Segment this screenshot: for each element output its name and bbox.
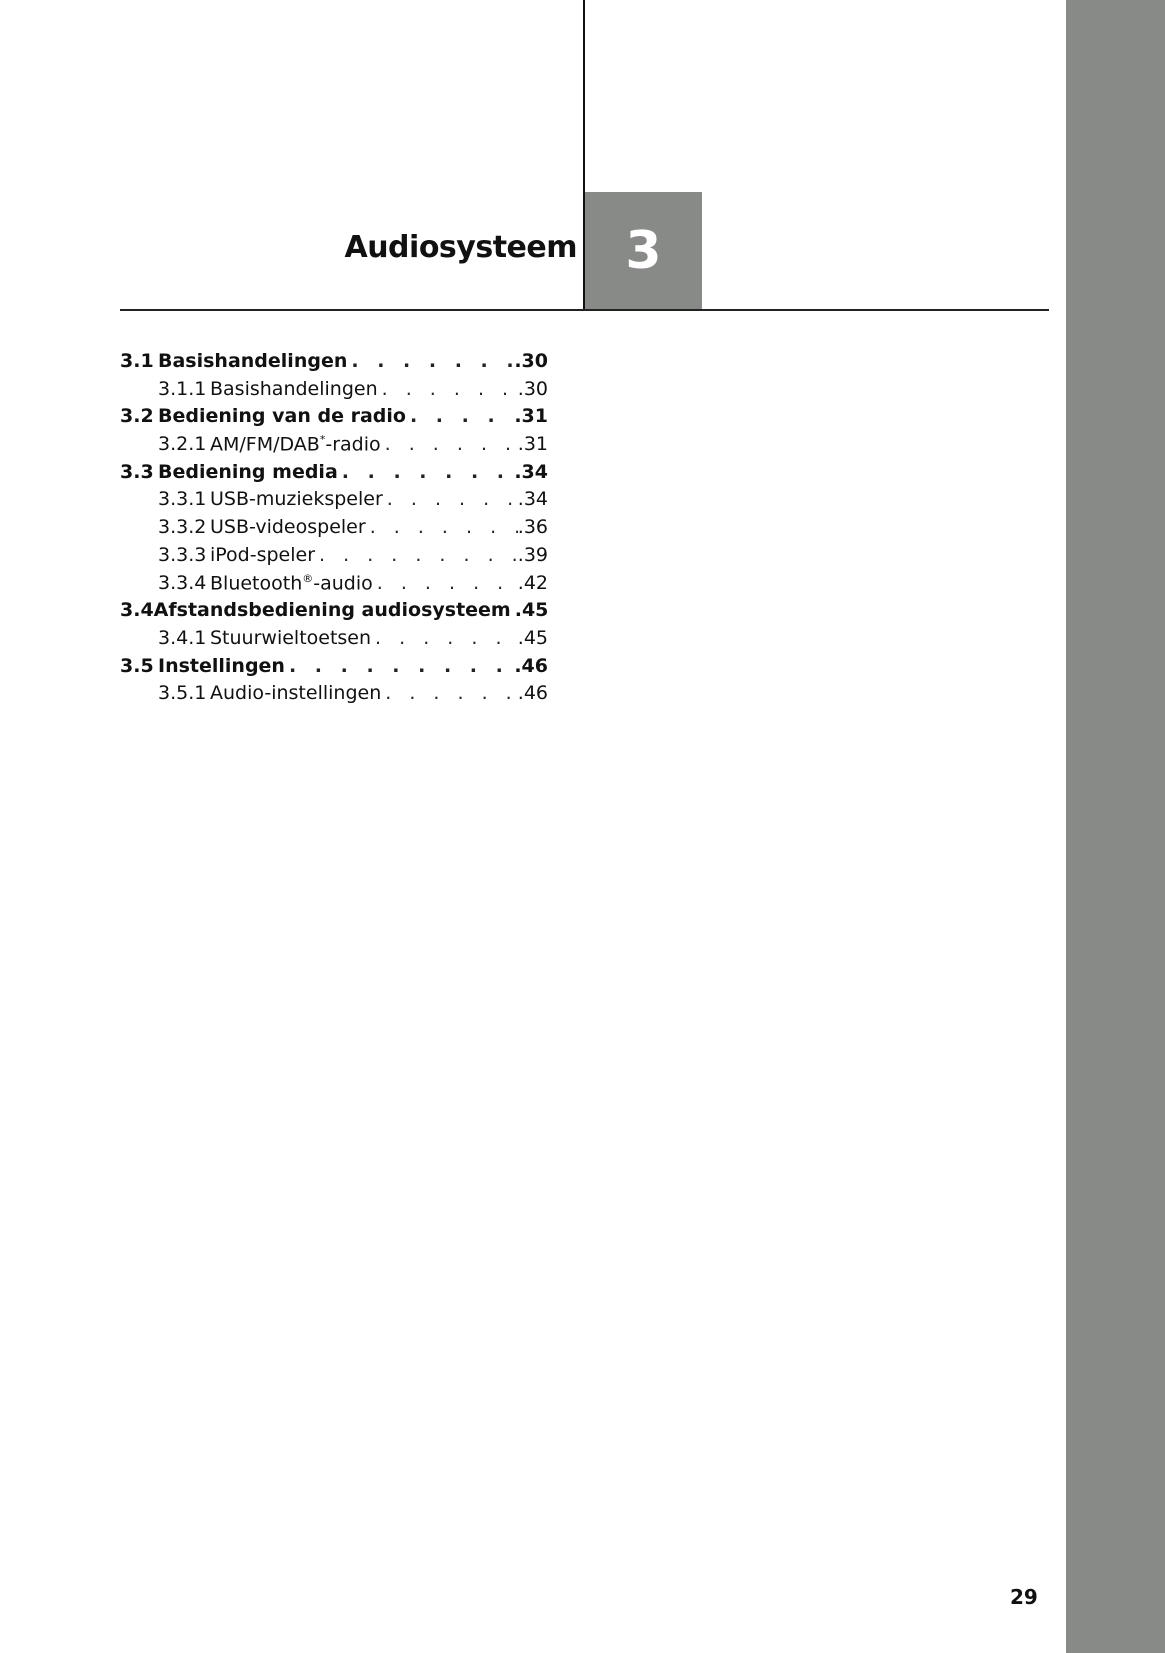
toc-label: Audio-instellingen: [210, 682, 382, 705]
toc-label: Bediening van de radio: [158, 405, 406, 428]
chapter-number: 3: [625, 220, 662, 281]
page-number: 29: [1010, 1585, 1038, 1609]
toc-label: Basishandelingen: [210, 377, 378, 400]
toc-entry[interactable]: [120, 627, 548, 655]
leader-dots: [383, 488, 518, 510]
toc-number: 3.5: [120, 654, 154, 677]
leader-dots: [366, 516, 518, 538]
toc-page: .42: [517, 571, 548, 594]
registered-mark: ®: [302, 571, 314, 585]
leader-dots: [371, 627, 518, 649]
toc-page: .31: [517, 433, 548, 456]
leader-dots: [285, 655, 514, 677]
toc-label: Bluetooth®-audio: [210, 571, 373, 594]
leader-dots: [373, 572, 518, 594]
toc-label: Bediening media: [158, 460, 338, 483]
leader-dots: [381, 682, 518, 704]
toc-entry[interactable]: [120, 378, 548, 406]
toc-entry[interactable]: [120, 572, 548, 600]
toc-number: 3.4: [120, 599, 154, 622]
toc-number: 3.3: [120, 460, 154, 483]
chapter-number-box: [585, 192, 702, 309]
toc-entry[interactable]: [120, 599, 548, 627]
leader-dots: [406, 405, 514, 427]
toc-label: Instellingen: [158, 654, 285, 677]
toc-label: USB-muziekspeler: [210, 488, 383, 511]
toc-number: 3.2: [120, 405, 154, 428]
toc-entry[interactable]: [120, 655, 548, 683]
toc-page: .39: [517, 543, 548, 566]
table-of-contents: [120, 350, 548, 710]
toc-entry[interactable]: [120, 544, 548, 572]
toc-label: AM/FM/DAB*-radio: [210, 433, 381, 456]
header-rule: [120, 309, 1049, 311]
leader-dots: [378, 378, 518, 400]
chapter-side-tab: [1066, 0, 1165, 1653]
chapter-title: Audiosysteem: [344, 230, 577, 265]
toc-label: iPod-speler: [210, 543, 316, 566]
footnote-mark: *: [319, 433, 326, 447]
toc-page: .30: [514, 350, 548, 372]
leader-dots: [338, 461, 515, 483]
toc-page: .34: [517, 488, 548, 511]
toc-number: 3.1: [120, 350, 154, 372]
toc-number: 3.3.2: [158, 516, 207, 539]
toc-page: .31: [514, 405, 548, 428]
toc-entry[interactable]: [120, 405, 548, 433]
toc-entry[interactable]: [120, 682, 548, 710]
leader-dots: [381, 433, 518, 455]
leader-dots: [347, 350, 514, 372]
toc-page: .34: [514, 460, 548, 483]
toc-number: 3.5.1: [158, 682, 207, 705]
toc-number: 3.3.3: [158, 543, 207, 566]
toc-page: .45: [514, 599, 548, 622]
toc-page: .45: [517, 626, 548, 649]
toc-number: 3.3.4: [158, 571, 207, 594]
toc-page: .46: [517, 682, 548, 705]
toc-entry[interactable]: [120, 461, 548, 489]
toc-entry[interactable]: [120, 516, 548, 544]
leader-dots: [315, 544, 518, 566]
toc-page: .36: [517, 516, 548, 539]
toc-entry[interactable]: [120, 433, 548, 461]
toc-page: .30: [517, 377, 548, 400]
toc-number: 3.3.1: [158, 488, 207, 511]
toc-label: Stuurwieltoetsen: [210, 626, 372, 649]
toc-entry[interactable]: [120, 488, 548, 516]
toc-label: Basishandelingen: [158, 350, 348, 372]
toc-label: USB-videospeler: [210, 516, 366, 539]
toc-number: 3.2.1: [158, 433, 207, 456]
toc-entry[interactable]: [120, 350, 548, 378]
toc-number: 3.4.1: [158, 626, 207, 649]
toc-label: Afstandsbediening audiosysteem: [153, 599, 511, 622]
toc-number: 3.1.1: [158, 377, 207, 400]
toc-page: .46: [514, 654, 548, 677]
